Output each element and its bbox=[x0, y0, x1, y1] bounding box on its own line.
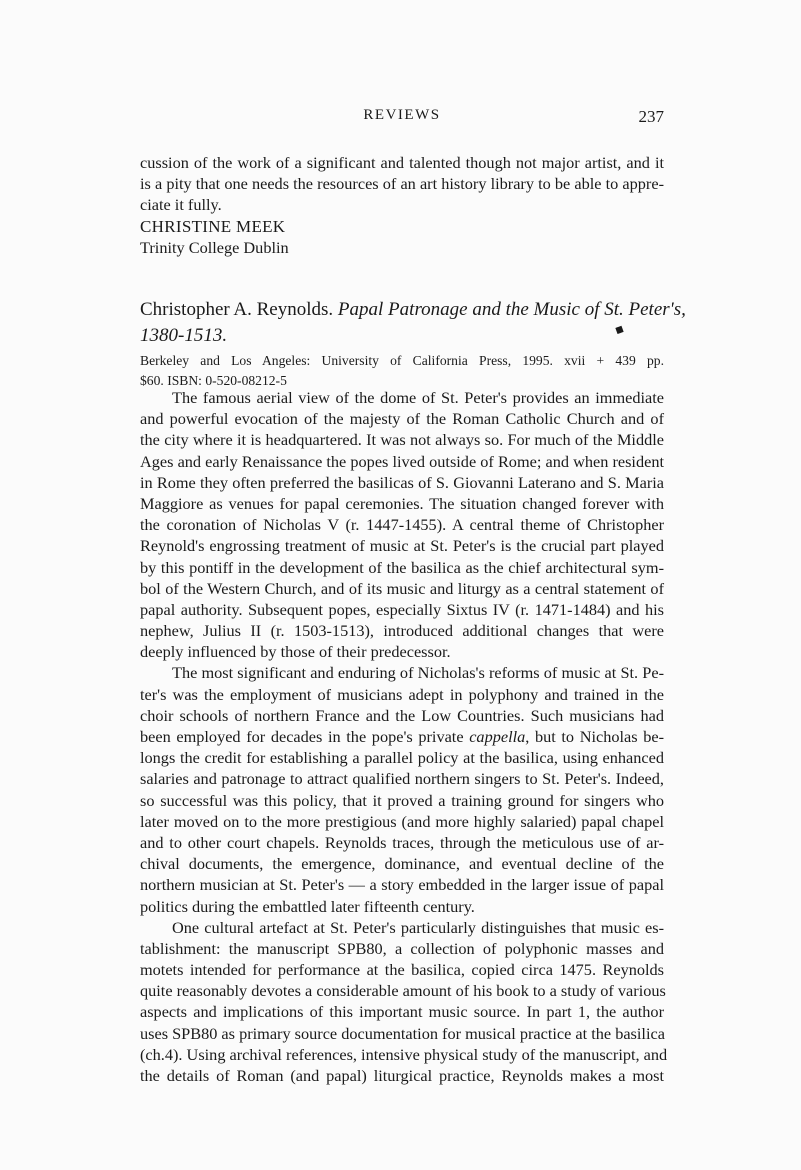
running-title: REVIEWS bbox=[363, 107, 441, 123]
review-body bbox=[140, 387, 668, 1086]
text-line: nephew, Julius II (r. 1503-1513), introduced additional changes that were bbox=[140, 621, 664, 641]
book-title-years: 1380-1513. bbox=[140, 325, 228, 346]
text-line: bol of the Western Church, and of its music and liturgy as a central statement of bbox=[140, 578, 664, 598]
page-number: 237 bbox=[638, 107, 664, 126]
text-line: northern musician at St. Peter's — a story embedded in the larger issue of papal bbox=[140, 875, 664, 895]
text-line: by this pontiff in the development of the basilica as the chief architectural sym- bbox=[140, 557, 664, 577]
publication-info: Berkeley and Los Angeles: University of California Press, 1995. xvii + 439 pp. bbox=[140, 353, 664, 368]
text-line: salaries and patronage to attract qualified northern singers to St. Peter's. Indeed, bbox=[140, 769, 664, 789]
text-line: aspects and implications of this important music source. In part 1, the author bbox=[140, 1002, 664, 1022]
text-line: choir schools of northern France and the Low Countries. Such musicians had bbox=[140, 705, 664, 725]
text-line: Maggiore as venues for papal ceremonies. The situation changed forever with bbox=[140, 493, 664, 513]
text-line: Reynold's engrossing treatment of music at St. Peter's is the crucial part played bbox=[140, 536, 664, 556]
text-line: One cultural artefact at St. Peter's particularly distinguishes that music es- bbox=[172, 917, 664, 937]
book-title-line bbox=[140, 320, 664, 349]
reviewer-name: CHRISTINE MEEK bbox=[140, 216, 286, 236]
text-line: quite reasonably devotes a considerable amount of his book to a study of various bbox=[140, 981, 666, 1001]
reviewer-affiliation: Trinity College Dublin bbox=[140, 237, 289, 257]
text-line: the coronation of Nicholas V (r. 1447-1455). A central theme of Christopher bbox=[140, 515, 664, 535]
text-line: later moved on to the more prestigious (and more highly salaried) papal chapel bbox=[140, 811, 664, 831]
text-segment: been employed for decades in the pope's private bbox=[140, 727, 470, 746]
text-line: chival documents, the emergence, dominance, and eventual decline of the bbox=[140, 854, 664, 874]
text-line: uses SPB80 as primary source documentation for musical practice at the basilica bbox=[140, 1023, 665, 1043]
text-line: longs the credit for establishing a parallel policy at the basilica, using enhanced bbox=[140, 748, 664, 768]
text-line: The most significant and enduring of Nicholas's reforms of music at St. Pe- bbox=[172, 663, 664, 683]
text-line: so successful was this policy, that it proved a training ground for singers who bbox=[140, 790, 664, 810]
text-line: motets intended for performance at the basilica, copied circa 1475. Reynolds bbox=[140, 960, 664, 980]
text-line: and to other court chapels. Reynolds traces, through the meticulous use of ar- bbox=[140, 832, 664, 852]
book-title-line bbox=[140, 297, 686, 323]
running-head bbox=[140, 107, 664, 131]
text-line: The famous aerial view of the dome of St. Peter's provides an immediate bbox=[172, 388, 664, 407]
book-title: Papal Patronage and the Music of St. Peter's, bbox=[337, 299, 686, 320]
text-line: papal authority. Subsequent popes, especially Sixtus IV (r. 1471-1484) and his bbox=[140, 599, 664, 619]
paragraph bbox=[140, 662, 664, 916]
text-line: tablishment: the manuscript SPB80, a collection of polyphonic masses and bbox=[140, 938, 664, 958]
text-line: politics during the embattled later fifteenth century. bbox=[140, 896, 475, 916]
text-segment: , but to Nicholas be- bbox=[525, 727, 665, 746]
text-line: the city where it is headquartered. It was not always so. For much of the Middle bbox=[140, 430, 664, 450]
review-header bbox=[140, 297, 686, 391]
book-author: Christopher A. Reynolds. bbox=[140, 299, 334, 320]
text-line: the details of Roman (and papal) liturgical practice, Reynolds makes a most bbox=[140, 1066, 664, 1085]
previous-review-ending bbox=[140, 152, 664, 258]
publication-info: $60. ISBN: 0-520-08212-5 bbox=[140, 373, 287, 388]
signature bbox=[140, 216, 664, 258]
text-line: (ch.4). Using archival references, intensive physical study of the manuscript, and bbox=[140, 1044, 668, 1064]
italic-term: cappella bbox=[469, 727, 526, 746]
text-line: is a pity that one needs the resources of an art history library to be able to appre- bbox=[140, 174, 664, 194]
text-line: in Rome they often preferred the basilicas of S. Giovanni Laterano and S. Maria bbox=[140, 472, 664, 492]
text-line: cussion of the work of a significant and talented though not major artist, and it bbox=[140, 153, 664, 172]
text-line: Ages and early Renaissance the popes lived outside of Rome; and when resident bbox=[140, 451, 664, 471]
text-line bbox=[140, 726, 664, 747]
text-line: deeply influenced by those of their predecessor. bbox=[140, 642, 451, 662]
text-line: ter's was the employment of musicians adept in polyphony and trained in the bbox=[140, 684, 664, 704]
stray-ink-mark: ◆ bbox=[612, 320, 627, 338]
paragraph bbox=[140, 387, 664, 662]
paragraph bbox=[140, 917, 668, 1087]
text-line: and powerful evocation of the majesty of the Roman Catholic Church and of bbox=[140, 409, 664, 429]
text-line: ciate it fully. bbox=[140, 195, 222, 215]
